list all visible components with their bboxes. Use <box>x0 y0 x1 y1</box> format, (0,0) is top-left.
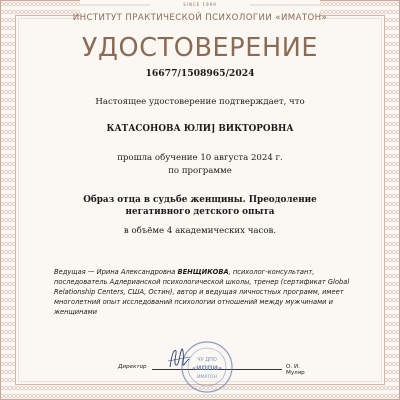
certificate-title: УДОСТОВЕРЕНИЕ <box>81 33 319 63</box>
since-label: SINCE 1999 <box>183 2 217 7</box>
lecturer-info <box>54 267 350 317</box>
director-label: Директор <box>118 364 147 370</box>
institute-name: ИНСТИТУТ ПРАКТИЧЕСКОЙ ПСИХОЛОГИИ «ИМАТОН» <box>72 13 328 23</box>
completion-text: прошла обучение 10 августа 2024 г. <box>117 153 283 163</box>
program-text: по программе <box>168 166 232 176</box>
course-title <box>0 194 400 218</box>
lecturer-description: , психолог-консультант, последователь Адлерианской психологической школы, тренер (сертификат Global Relationship Centers, США, Остин), автор и ведущая личностных программ, имеет многолетний опыт исследований психологии отношений между мужчинами и женщинами <box>54 268 350 316</box>
confirm-text: Настоящее удостоверение подтверждает, что <box>95 97 305 107</box>
certificate-number: 16677/1508965/2024 <box>145 68 255 79</box>
course-title-line2: негативного детского опыта <box>125 207 275 217</box>
director-name: О. И. Муляр <box>286 364 305 376</box>
lecturer-prefix: Ведущая — Ирина Александровна <box>54 268 178 276</box>
stamp-mid-text: «ИППИ» <box>191 364 223 372</box>
stamp-bottom-text: ИМАТОН <box>196 375 218 380</box>
stamp-top-text: ЧУ ДПО <box>197 357 217 363</box>
course-title-line1: Образ отца в судьбе женщины. Преодоление <box>83 195 317 205</box>
recipient-name: КАТАСОНОВА ЮЛИ] ВИКТОРОВНА <box>106 124 294 134</box>
director-signature <box>164 343 194 373</box>
lecturer-surname: ВЕНЩИКОВА <box>177 268 229 276</box>
hours-text: в объёме 4 академических часов. <box>123 226 277 236</box>
